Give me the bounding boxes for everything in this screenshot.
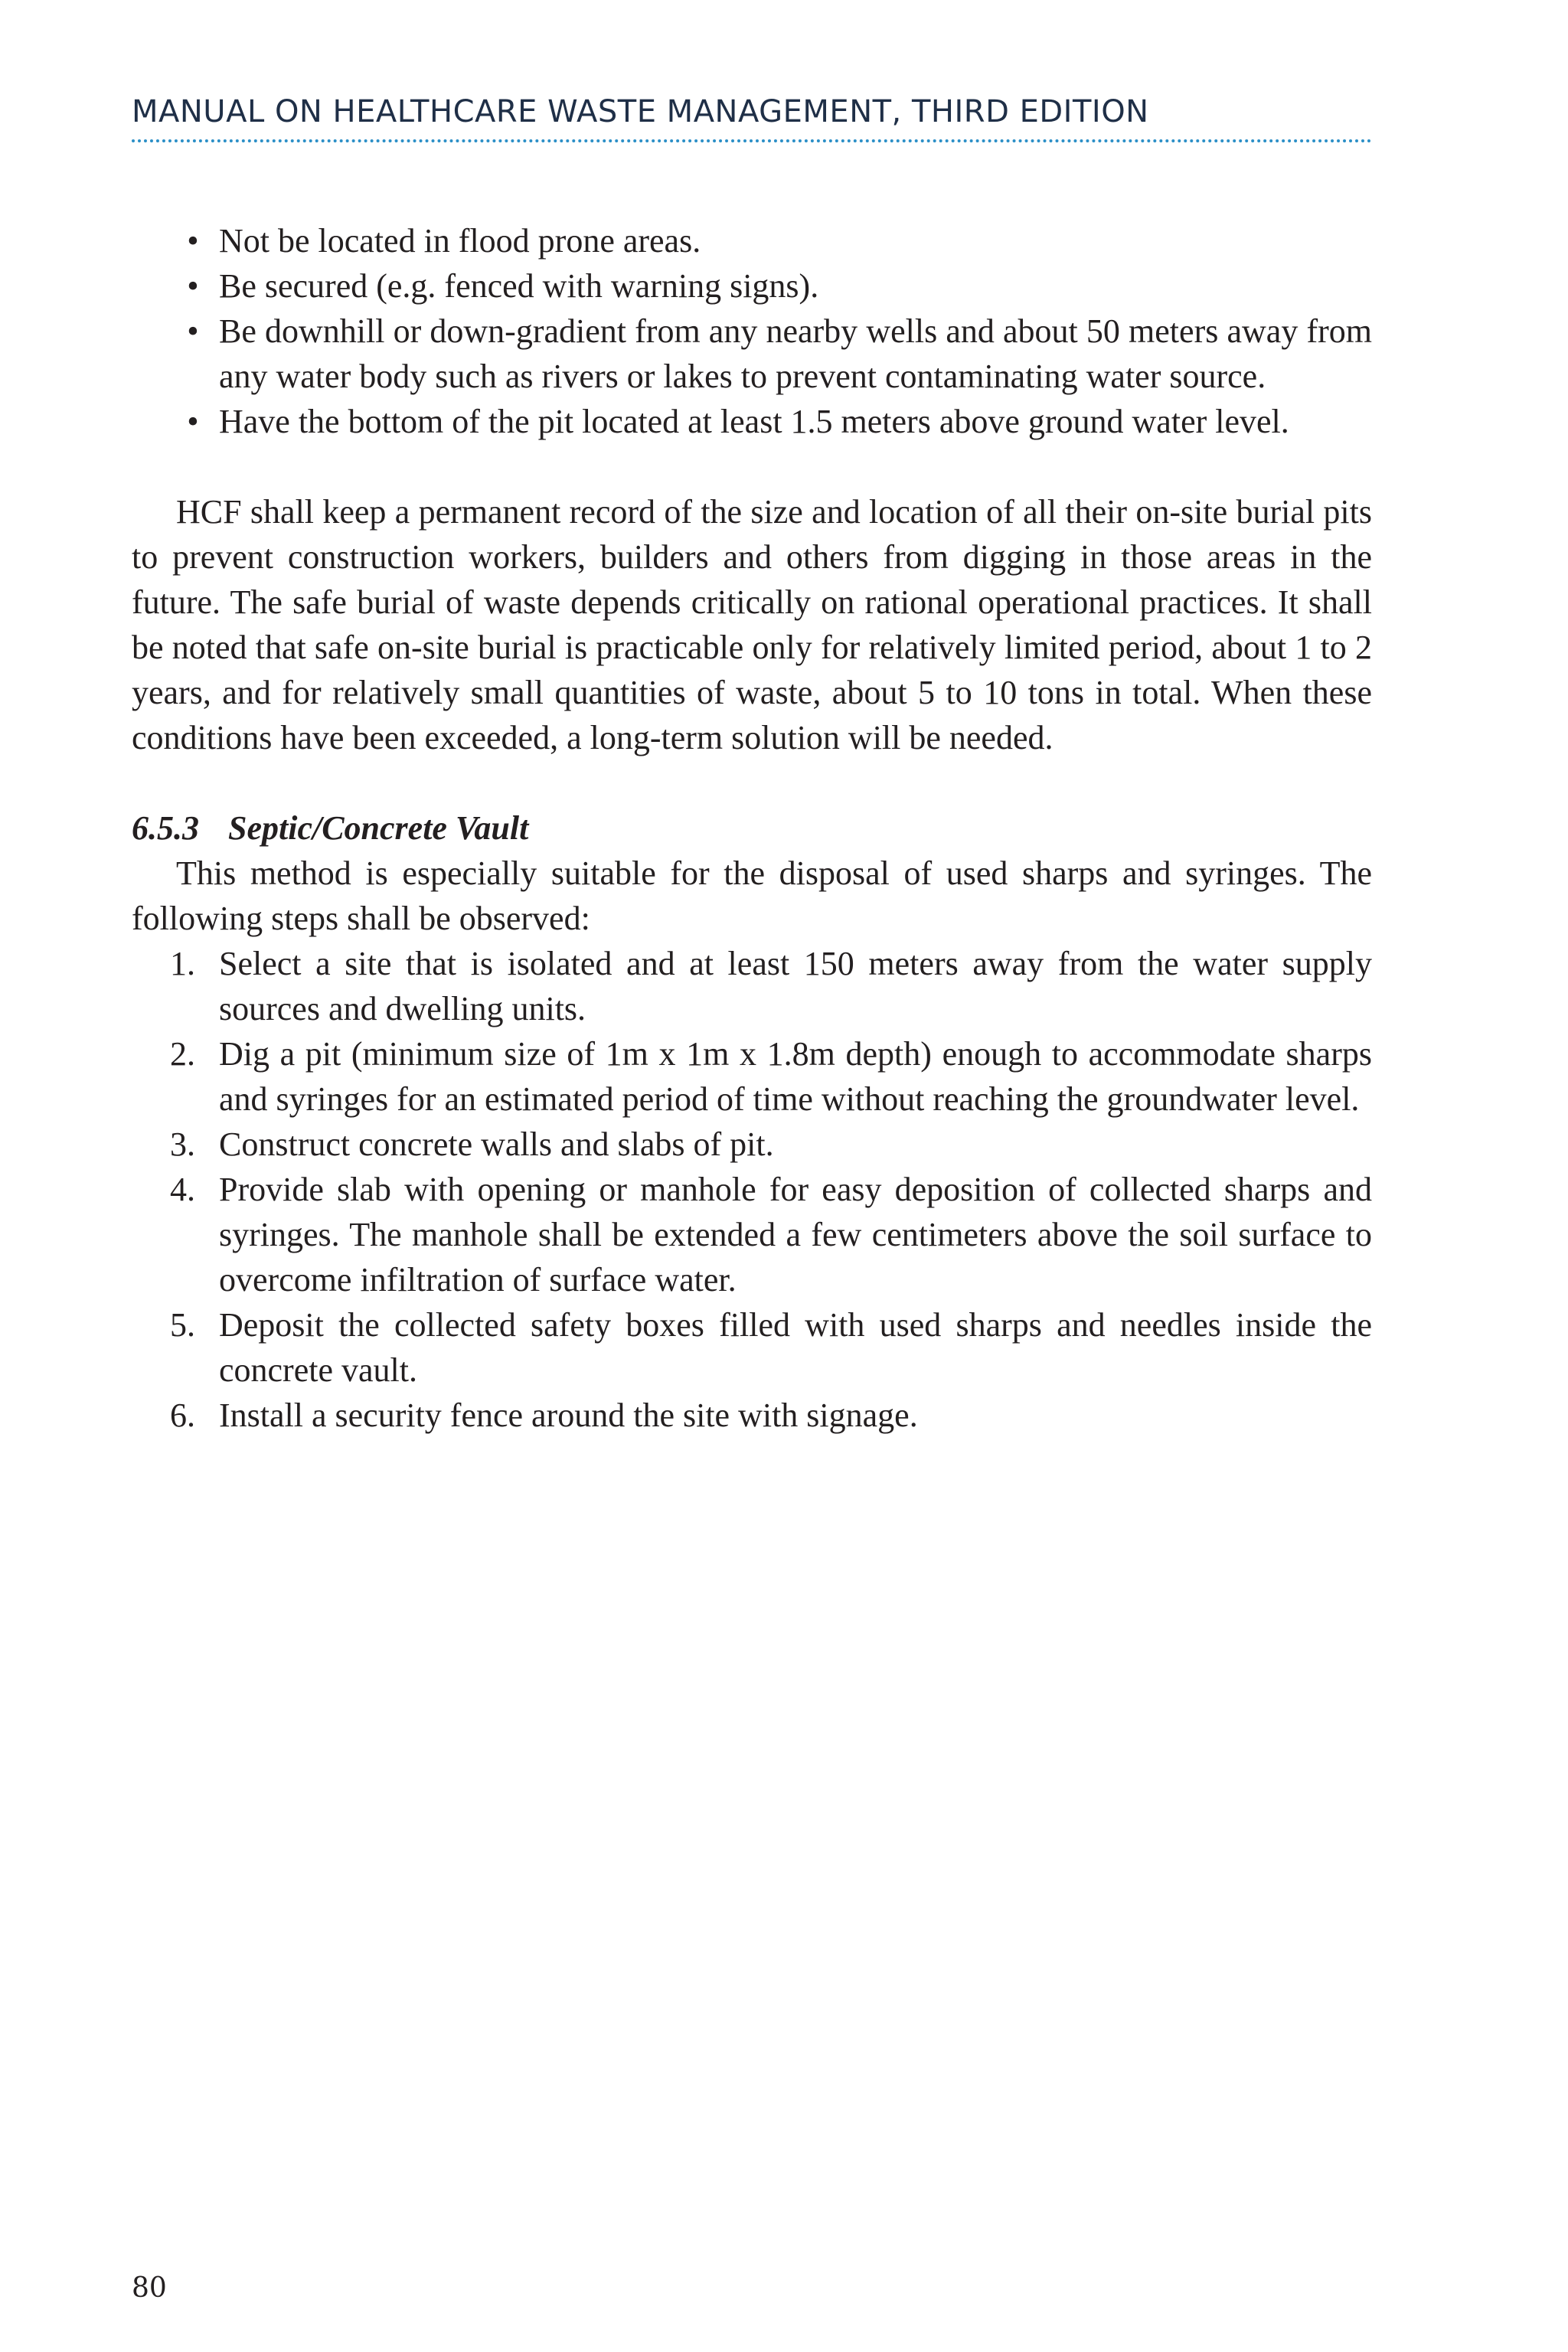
bullet-item bbox=[132, 399, 1372, 444]
step-item bbox=[132, 1393, 1372, 1438]
step-text: Install a security fence around the site with signage. bbox=[219, 1396, 918, 1434]
step-number: 3. bbox=[170, 1125, 195, 1163]
vault-steps-list bbox=[132, 941, 1372, 1438]
bullet-item-text: Have the bottom of the pit located at least 1.5 meters above ground water level. bbox=[219, 403, 1289, 440]
step-text: Select a site that is isolated and at least 150 meters away from the water supply sources and dwelling units. bbox=[219, 945, 1372, 1027]
section-intro-paragraph: This method is especially suitable for the disposal of used sharps and syringes. The following steps shall be observed: bbox=[132, 854, 1372, 937]
step-number: 5. bbox=[170, 1306, 195, 1344]
step-item bbox=[132, 941, 1372, 1031]
requirements-bullet-list bbox=[132, 218, 1372, 444]
bullet-icon: • bbox=[187, 267, 199, 305]
running-header: MANUAL ON HEALTHCARE WASTE MANAGEMENT, THIRD EDITION bbox=[132, 94, 1149, 129]
step-text: Dig a pit (minimum size of 1m x 1m x 1.8m depth) enough to accommodate sharps and syringes for an estimated period of time without reaching the groundwater level. bbox=[219, 1035, 1372, 1118]
step-item bbox=[132, 1302, 1372, 1393]
step-item bbox=[132, 1122, 1372, 1167]
section-heading bbox=[132, 805, 1372, 851]
step-text: Deposit the collected safety boxes filled with used sharps and needles inside the concrete vault. bbox=[219, 1306, 1372, 1389]
page-content bbox=[132, 218, 1372, 1438]
bullet-item-text: Not be located in flood prone areas. bbox=[219, 222, 701, 260]
step-number: 2. bbox=[170, 1035, 195, 1073]
bullet-item bbox=[132, 309, 1372, 399]
step-text: Provide slab with opening or manhole for easy deposition of collected sharps and syringes. The manhole shall be extended a few centimeters above the soil surface to overcome infiltration of surface water. bbox=[219, 1171, 1372, 1298]
page-number: 80 bbox=[132, 2272, 167, 2304]
bullet-icon: • bbox=[187, 222, 199, 260]
step-text: Construct concrete walls and slabs of pit. bbox=[219, 1125, 774, 1163]
section-title: Septic/Concrete Vault bbox=[228, 809, 529, 847]
step-number: 1. bbox=[170, 945, 195, 982]
bullet-item-text: Be downhill or down-gradient from any nearby wells and about 50 meters away from any water body such as rivers or lakes to prevent contaminating water source. bbox=[219, 312, 1372, 395]
step-number: 4. bbox=[170, 1171, 195, 1208]
bullet-item-text: Be secured (e.g. fenced with warning signs). bbox=[219, 267, 819, 305]
records-paragraph: HCF shall keep a permanent record of the size and location of all their on-site burial pits to prevent construction workers, builders and others from digging in those areas in the future. The safe burial of waste depends critically on rational operational practices. It shall be noted that safe on-site burial is practicable only for relatively limited period, about 1 to 2 years, and for relatively small quantities of waste, about 5 to 10 tons in total. When these conditions have been exceeded, a long-term solution will be needed. bbox=[132, 493, 1372, 756]
bullet-item bbox=[132, 218, 1372, 263]
bullet-icon: • bbox=[187, 312, 199, 350]
header-dotted-rule bbox=[132, 139, 1372, 142]
step-item bbox=[132, 1167, 1372, 1302]
bullet-icon: • bbox=[187, 403, 199, 440]
step-number: 6. bbox=[170, 1396, 195, 1434]
section-number: 6.5.3 bbox=[132, 809, 199, 847]
step-item bbox=[132, 1031, 1372, 1122]
bullet-item bbox=[132, 263, 1372, 309]
